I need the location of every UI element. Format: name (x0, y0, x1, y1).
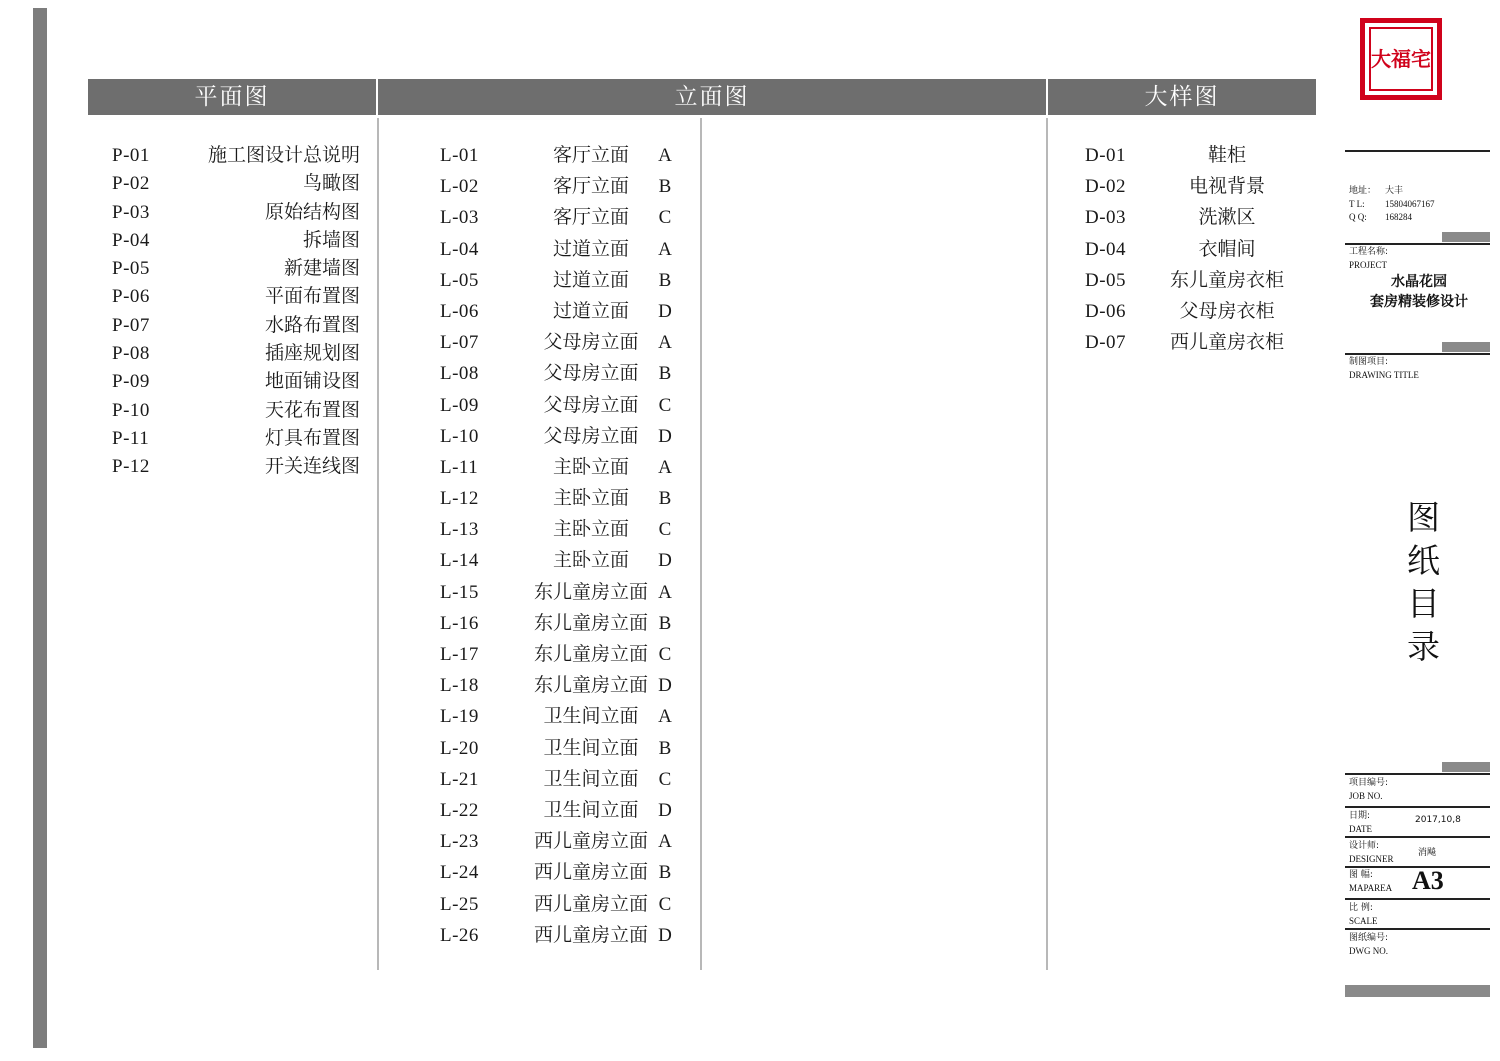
drawing-title: 衣帽间 (1198, 237, 1256, 260)
list-item (440, 265, 680, 296)
list-item (1085, 202, 1285, 233)
list-item (440, 889, 680, 920)
drawing-title: 卫生间立面 (543, 705, 639, 728)
list-item (440, 920, 680, 951)
list-item (112, 338, 360, 366)
drawing-title: 客厅立面 (552, 206, 629, 229)
drawing-code: P-11 (112, 427, 150, 449)
drawing-suffix: A (658, 581, 672, 603)
field-label-cn-scale: 比 例: (1349, 903, 1373, 913)
drawing-suffix: B (658, 488, 672, 510)
drawing-code: L-02 (440, 176, 479, 198)
drawing-suffix: C (658, 207, 672, 229)
drawing-title: 主卧立面 (552, 549, 629, 572)
drawing-code: P-01 (112, 145, 150, 166)
drawing-title: 开关连线图 (264, 455, 360, 478)
drawing-title: 卫生间立面 (543, 736, 639, 759)
drawing-suffix: C (658, 394, 672, 416)
field-label-cn-jobno: 项目编号: (1349, 778, 1389, 788)
drawing-code: D-03 (1085, 207, 1127, 229)
drawing-code: L-16 (440, 612, 479, 634)
drawing-code: P-10 (112, 399, 150, 421)
drawing-suffix: D (658, 799, 672, 821)
drawing-code: L-15 (440, 581, 479, 603)
list-item (440, 171, 680, 202)
titleblock-tab (1442, 762, 1490, 772)
drawing-title: 东儿童房立面 (533, 674, 648, 697)
drawing-code: L-06 (440, 300, 479, 322)
drawing-suffix: B (658, 737, 672, 759)
tel-label: T L: (1349, 199, 1365, 209)
drawing-title: 西儿童房立面 (533, 892, 648, 915)
drawing-title: 父母房立面 (543, 331, 639, 354)
list-item (1085, 265, 1285, 296)
field-label-en-date: DATE (1349, 824, 1372, 834)
list-item (112, 395, 360, 423)
tel-value: 15804067167 (1385, 199, 1435, 209)
drawing-code: D-07 (1085, 332, 1127, 354)
drawing-label-cn: 制图项目: (1349, 357, 1389, 367)
list-item (440, 327, 680, 358)
list-item (112, 423, 360, 451)
field-label-en-designer: DESIGNER (1349, 854, 1394, 864)
list-item (440, 202, 680, 233)
drawing-code: P-03 (112, 201, 150, 223)
list-item (440, 514, 680, 545)
drawing-title: 卫生间立面 (543, 767, 639, 790)
column-header-plan: 平面图 (88, 79, 376, 115)
drawing-title: 天花布置图 (264, 398, 360, 421)
titleblock-divider (1345, 150, 1490, 152)
drawing-suffix: B (658, 269, 672, 291)
drawing-suffix: B (658, 176, 672, 198)
drawing-code: L-17 (440, 644, 479, 665)
titleblock-bottom-tab (1345, 985, 1490, 997)
column-header-elevation: 立面图 (378, 79, 1046, 115)
drawing-suffix: C (658, 768, 672, 790)
drawing-suffix: A (658, 332, 672, 354)
drawing-code: L-18 (440, 675, 479, 697)
drawing-title: 西儿童房衣柜 (1169, 331, 1284, 354)
drawing-title: 东儿童房立面 (533, 611, 648, 634)
drawing-code: D-02 (1085, 176, 1127, 198)
drawing-title: 拆墙图 (302, 228, 360, 251)
drawing-code: D-04 (1085, 238, 1127, 260)
drawing-code: L-21 (440, 768, 479, 790)
drawing-code: P-07 (112, 314, 150, 336)
drawing-title: 西儿童房立面 (533, 923, 648, 946)
field-label-en-dwgno: DWG NO. (1349, 946, 1388, 956)
list-item (440, 826, 680, 857)
drawing-code: D-05 (1085, 269, 1127, 291)
drawing-title: 东儿童房立面 (533, 580, 648, 603)
titleblock-divider (1345, 773, 1490, 775)
drawing-suffix: D (658, 425, 672, 447)
list-item (440, 421, 680, 452)
list-item (1085, 234, 1285, 265)
list-item (440, 857, 680, 888)
titleblock-divider (1345, 928, 1490, 930)
titleblock-tab (1442, 342, 1490, 352)
drawing-suffix: A (658, 831, 672, 853)
drawing-title: 客厅立面 (552, 175, 629, 198)
drawing-suffix: C (658, 644, 672, 665)
drawing-code: L-19 (440, 706, 479, 728)
titleblock-divider (1345, 806, 1490, 808)
list-item (440, 452, 680, 483)
list-item (112, 451, 360, 479)
list-item (440, 608, 680, 639)
elevation-drawing-list (440, 140, 680, 951)
drawing-suffix: D (658, 550, 672, 572)
drawing-suffix: D (658, 300, 672, 322)
project-label-cn: 工程名称: (1349, 247, 1389, 257)
list-item (440, 296, 680, 327)
field-label-en-scale: SCALE (1349, 916, 1378, 926)
sheet-title: 图纸目录 (1402, 500, 1441, 672)
list-item (1085, 296, 1285, 327)
list-item (1085, 140, 1285, 171)
qq-value: 168284 (1385, 212, 1412, 222)
drawing-title: 电视背景 (1188, 175, 1265, 198)
company-logo (1360, 18, 1442, 100)
drawing-suffix: B (658, 862, 672, 884)
drawing-title: 卫生间立面 (543, 798, 639, 821)
column-divider (700, 118, 702, 970)
drawing-code: L-13 (440, 519, 479, 541)
drawing-suffix: A (658, 456, 672, 478)
titleblock-divider (1345, 836, 1490, 838)
drawing-code: P-08 (112, 343, 150, 365)
drawing-suffix: B (658, 612, 672, 634)
drawing-title: 水路布置图 (264, 313, 360, 336)
drawing-title: 过道立面 (552, 268, 629, 291)
drawing-title: 东儿童房立面 (533, 643, 648, 665)
drawing-title: 父母房衣柜 (1179, 299, 1275, 322)
drawing-code: L-07 (440, 332, 479, 354)
list-item (440, 390, 680, 421)
list-item (440, 140, 680, 171)
drawing-suffix: B (658, 363, 672, 385)
drawing-code: L-09 (440, 394, 479, 416)
drawing-title: 灯具布置图 (264, 426, 360, 449)
list-item (112, 197, 360, 225)
list-item (1085, 327, 1285, 358)
qq-label: Q Q: (1349, 212, 1367, 222)
titleblock-tab (1442, 232, 1490, 242)
drawing-title: 原始结构图 (264, 200, 360, 223)
drawing-code: L-26 (440, 924, 479, 946)
drawing-code: L-14 (440, 550, 479, 572)
list-item (440, 483, 680, 514)
field-label-cn-dwgno: 图纸编号: (1349, 933, 1389, 943)
column-divider (377, 118, 379, 970)
drawing-suffix: A (658, 145, 672, 166)
sheet-size-value: A3 (1412, 866, 1444, 895)
drawing-suffix: D (658, 924, 672, 946)
address-label: 地址： (1349, 186, 1377, 196)
drawing-suffix: A (658, 706, 672, 728)
drawing-code: L-04 (440, 238, 479, 260)
list-item (440, 701, 680, 732)
list-item (440, 234, 680, 265)
drawing-code: L-03 (440, 207, 479, 229)
drawing-code: L-05 (440, 269, 479, 291)
drawing-title: 父母房立面 (543, 424, 639, 447)
list-item (112, 366, 360, 394)
drawing-code: L-22 (440, 799, 479, 821)
drawing-title: 平面布置图 (264, 285, 360, 308)
titleblock-divider (1345, 898, 1490, 900)
logo-text: 大福宅 (1369, 27, 1433, 91)
list-item (440, 639, 680, 670)
drawing-code: P-04 (112, 229, 150, 251)
titleblock-divider (1345, 353, 1490, 355)
drawing-title: 主卧立面 (552, 487, 629, 510)
drawing-title: 主卧立面 (552, 518, 629, 541)
field-value-designer: 消飚 (1418, 848, 1437, 858)
list-item (440, 577, 680, 608)
list-item (112, 168, 360, 196)
list-item (440, 795, 680, 826)
drawing-title: 父母房立面 (543, 393, 639, 416)
drawing-title: 父母房立面 (543, 362, 639, 385)
drawing-code: P-09 (112, 371, 150, 393)
drawing-code: P-05 (112, 258, 150, 280)
list-item (112, 310, 360, 338)
drawing-code: P-06 (112, 286, 150, 308)
drawing-title: 东儿童房衣柜 (1169, 268, 1284, 291)
field-value-date: 2017,10,8 (1415, 815, 1461, 825)
drawing-label-en: DRAWING TITLE (1349, 370, 1419, 380)
drawing-title: 西儿童房立面 (533, 861, 648, 884)
drawing-title: 洗漱区 (1198, 206, 1256, 229)
plan-drawing-list (112, 140, 360, 480)
project-name-line2: 套房精装修设计 (1370, 294, 1468, 310)
drawing-title: 鸟瞰图 (302, 172, 360, 195)
field-label-en-jobno: JOB NO. (1349, 791, 1383, 801)
drawing-code: L-20 (440, 737, 479, 759)
column-header-detail: 大样图 (1048, 79, 1316, 115)
address-value: 大丰 (1385, 186, 1404, 196)
drawing-title: 新建墙图 (283, 257, 360, 280)
project-name-line1: 水晶花园 (1391, 274, 1447, 290)
list-item (440, 670, 680, 701)
drawing-code: D-06 (1085, 300, 1127, 322)
field-label-cn-date: 日期: (1349, 811, 1371, 821)
list-item (440, 545, 680, 576)
drawing-code: D-01 (1085, 145, 1127, 166)
project-label-en: PROJECT (1349, 260, 1388, 270)
drawing-code: P-02 (112, 173, 150, 195)
list-item (440, 358, 680, 389)
list-item (112, 253, 360, 281)
drawing-suffix: D (658, 675, 672, 697)
drawing-code: L-23 (440, 831, 479, 853)
drawing-title: 施工图设计总说明 (207, 144, 360, 166)
drawing-title: 客厅立面 (552, 144, 629, 166)
list-item (112, 281, 360, 309)
field-label-cn-designer: 设计师: (1349, 841, 1380, 851)
drawing-title: 鞋柜 (1207, 144, 1246, 166)
left-margin-bar (33, 8, 47, 1048)
field-label-en-maparea: MAPAREA (1349, 883, 1393, 893)
drawing-code: L-11 (440, 456, 479, 478)
drawing-title: 地面铺设图 (264, 370, 360, 393)
drawing-suffix: C (658, 519, 672, 541)
drawing-title: 过道立面 (552, 299, 629, 322)
drawing-title: 西儿童房立面 (533, 830, 648, 853)
list-item (440, 733, 680, 764)
list-item (112, 225, 360, 253)
column-divider (1046, 118, 1048, 970)
drawing-title: 插座规划图 (264, 342, 360, 365)
drawing-code: L-24 (440, 862, 479, 884)
drawing-code: L-08 (440, 363, 479, 385)
titleblock-divider (1345, 243, 1490, 245)
list-item (440, 764, 680, 795)
project-name (1345, 272, 1493, 312)
drawing-title: 过道立面 (552, 237, 629, 260)
field-label-cn-maparea: 图 幅: (1349, 870, 1373, 880)
drawing-suffix: A (658, 238, 672, 260)
drawing-suffix: C (658, 893, 672, 915)
detail-drawing-list (1085, 140, 1285, 358)
drawing-code: L-10 (440, 425, 479, 447)
list-item (1085, 171, 1285, 202)
drawing-code: L-12 (440, 488, 479, 510)
drawing-title: 主卧立面 (552, 455, 629, 478)
list-item (112, 140, 360, 168)
drawing-code: L-25 (440, 893, 479, 915)
drawing-code: L-01 (440, 145, 479, 166)
drawing-code: P-12 (112, 456, 150, 478)
